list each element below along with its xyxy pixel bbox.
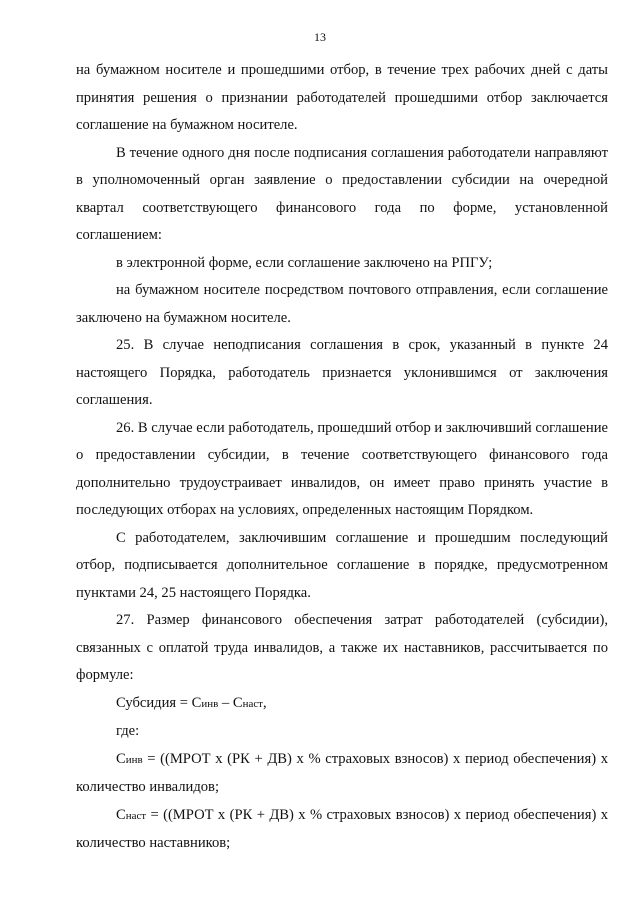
paragraph: 26. В случае если работодатель, прошедший отбор и заключивший соглашение о предоставлении субсидии, в течение соответствующего финансового года дополнительно трудоустраивает инвалидов, он имеет право принять участие в последующих отборах на условиях, определенных настоящим Порядком. [76,419,608,518]
paragraph: С работодателем, заключившим соглашение и прошедшим последующий отбор, подписывается дополнительное соглашение в порядке, предусмотренном пунктами 24, 25 настоящего Порядка. [76,529,608,601]
paragraph: 25. В случае неподписания соглашения в срок, указанный в пункте 24 настоящего Порядка, работодатель признается уклонившимся от заключения соглашения. [76,337,608,408]
document-body [76,57,608,858]
paragraph: на бумажном носителе посредством почтового отправления, если соглашение заключено на бумажном носителе. [76,282,608,326]
formula-subsidy: Субсидия = Синв – Снаст, [116,694,267,711]
paragraph: на бумажном носителе и прошедшими отбор, в течение трех рабочих дней с даты принятия решения о признании работодателей прошедшими отбор заключается соглашение на бумажном носителе. [76,62,608,133]
paragraph: 27. Размер финансового обеспечения затрат работодателей (субсидии), связанных с оплатой труда инвалидов, а также их наставников, рассчитывается по формуле: [76,612,608,683]
paragraph: В течение одного дня после подписания соглашения работодатели направляют в уполномоченный орган заявление о предоставлении субсидии на очередной квартал соответствующего финансового года по форме, установленной соглашением: [76,144,608,243]
formula-where: где: [116,723,140,739]
page-number: 13 [314,30,326,44]
paragraph: в электронной форме, если соглашение заключено на РПГУ; [116,254,493,271]
formula-nast: Снаст = ((МРОТ х (РК + ДВ) х % страховых взносов) х период обеспечения) х количество наставников; [76,806,608,851]
formula-inv: Синв = ((МРОТ х (РК + ДВ) х % страховых взносов) х период обеспечения) х количество инвалидов; [76,750,608,795]
